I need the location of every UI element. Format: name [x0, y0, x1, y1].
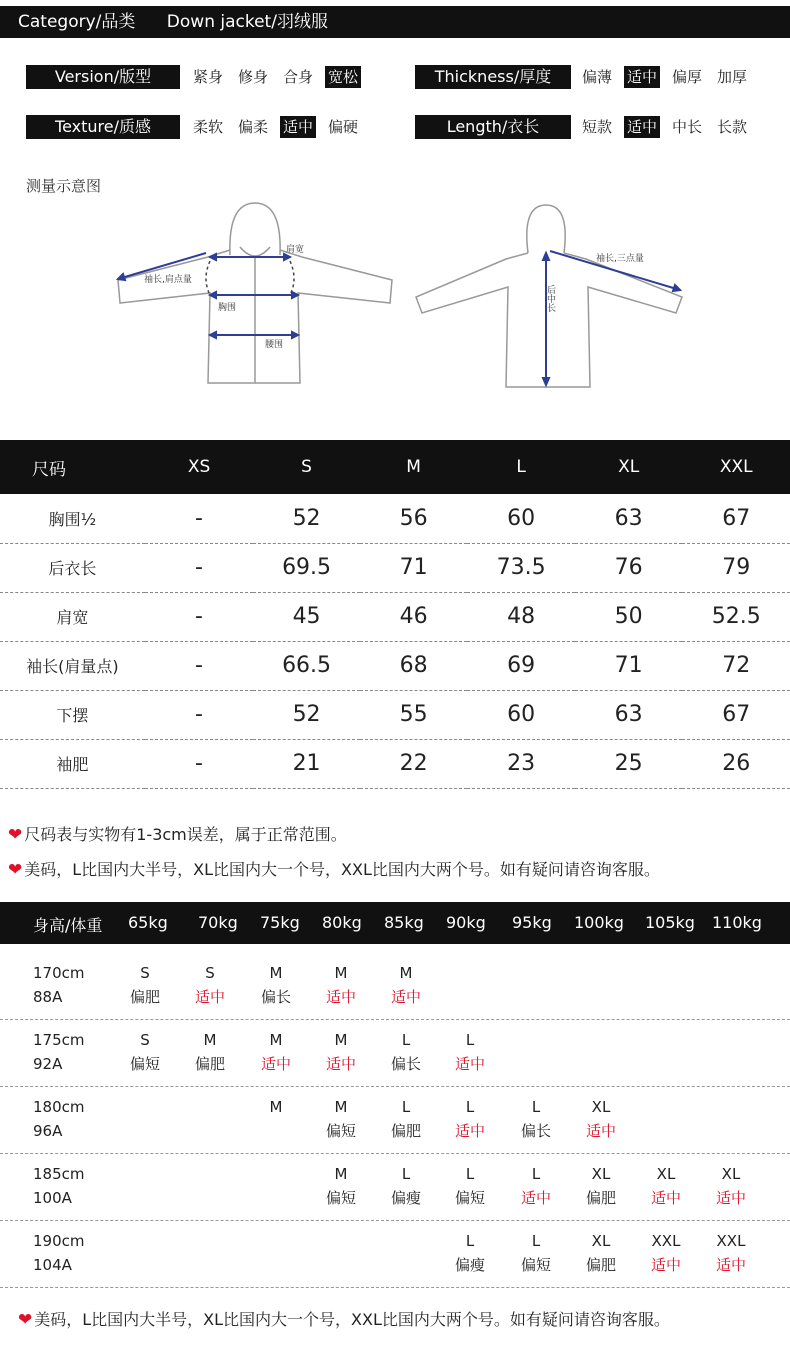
size-table-header: [0, 440, 790, 494]
recommended-size: M: [334, 1098, 348, 1116]
fit-note: 适中: [454, 1055, 485, 1073]
fit-note: 偏瘦: [454, 1256, 485, 1274]
option-selected: 适中: [624, 116, 660, 138]
option: 加厚: [717, 68, 748, 86]
recommend-cell: [445, 1095, 495, 1143]
cell: 26: [682, 739, 790, 788]
height-value: 180cm: [33, 1098, 85, 1116]
recommended-size: S: [140, 1031, 150, 1049]
weight-header: 80kg: [322, 913, 362, 932]
cell: 50: [575, 592, 683, 641]
recommend-cell: [445, 1162, 495, 1210]
option: 修身: [238, 68, 269, 86]
option: 长款: [717, 118, 748, 136]
recommend-cell: [251, 1095, 301, 1119]
header-cell: XL: [575, 440, 683, 494]
recommended-size: S: [140, 964, 150, 982]
fit-note: 偏肥: [129, 988, 160, 1006]
cell: 71: [575, 641, 683, 690]
body-code: 88A: [33, 988, 63, 1006]
fit-note: 偏长: [260, 988, 291, 1006]
recommended-size: M: [269, 1031, 283, 1049]
weight-header: 70kg: [198, 913, 238, 932]
cell: -: [145, 543, 254, 592]
option-selected: 适中: [280, 116, 316, 138]
fit-note: 偏短: [129, 1055, 160, 1073]
option: 柔软: [193, 118, 224, 136]
fit-note: 偏瘦: [390, 1189, 421, 1207]
header-cell: XS: [145, 440, 254, 494]
recommend-cell: [641, 1162, 691, 1210]
recommend-cell: [706, 1229, 756, 1277]
fit-note: 适中: [585, 1122, 616, 1140]
table-row: [0, 592, 790, 641]
jacket-back-diagram: [410, 195, 700, 395]
texture-options: [190, 116, 370, 138]
cell: 46: [360, 592, 468, 641]
fit-note: 偏肥: [390, 1122, 421, 1140]
cell: 60: [467, 494, 575, 543]
recommended-size: M: [203, 1031, 217, 1049]
back-length-label: 后中长: [545, 285, 555, 312]
header-cell: M: [360, 440, 468, 494]
heart-icon: ❤: [18, 1310, 33, 1330]
row-label: 下摆: [0, 690, 145, 739]
option: 合身: [283, 68, 314, 86]
height-value: 190cm: [33, 1232, 85, 1250]
weight-header: 95kg: [512, 913, 552, 932]
recommend-cell: [316, 1028, 366, 1076]
note-text: 美码，L比国内大半号，XL比国内大一个号，XXL比国内大两个号。如有疑问请咨询客服。: [24, 860, 660, 879]
cell: 76: [575, 543, 683, 592]
option: 中长: [672, 118, 703, 136]
length-label: Length/衣长: [415, 115, 571, 139]
recommend-cell: [706, 1162, 756, 1210]
table-row: [0, 543, 790, 592]
cell: 69.5: [253, 543, 360, 592]
height-value: 185cm: [33, 1165, 85, 1183]
recommended-size: L: [465, 1098, 475, 1116]
height-weight-code: [33, 1229, 85, 1277]
cell: -: [145, 494, 254, 543]
cell: 71: [360, 543, 468, 592]
recommend-cell: [120, 1028, 170, 1076]
option-selected: 适中: [624, 66, 660, 88]
jacket-front-diagram: [110, 195, 400, 395]
fit-note: 偏肥: [585, 1256, 616, 1274]
cell: 45: [253, 592, 360, 641]
height-weight-code: [33, 1162, 85, 1210]
cell: 52: [253, 690, 360, 739]
height-value: 175cm: [33, 1031, 85, 1049]
recommended-size: XXL: [716, 1232, 746, 1250]
weight-header: 110kg: [712, 913, 762, 932]
option-selected: 宽松: [325, 66, 361, 88]
category-value: Down jacket/羽绒服: [166, 12, 328, 32]
back-sleeve-label: 袖长,三点量: [596, 254, 644, 264]
recommend-cell: [381, 1028, 431, 1076]
sleeve-label: 袖长,肩点量: [144, 275, 192, 285]
fit-note: 适中: [520, 1189, 551, 1207]
option: 短款: [582, 118, 613, 136]
recommend-cell: [316, 1095, 366, 1143]
texture-label: Texture/质感: [26, 115, 180, 139]
fit-note: 偏肥: [194, 1055, 225, 1073]
category-bar: [0, 6, 790, 38]
recommend-cell: [641, 1229, 691, 1277]
recommend-header: [0, 902, 790, 944]
fit-note: 适中: [454, 1122, 485, 1140]
fit-note: 偏肥: [585, 1189, 616, 1207]
row-label: 胸围½: [0, 494, 145, 543]
cell: 52: [253, 494, 360, 543]
waist-label: 腰围: [265, 340, 284, 350]
cell: 63: [575, 494, 683, 543]
recommended-size: L: [401, 1098, 411, 1116]
recommend-cell: [381, 1162, 431, 1210]
cell: -: [145, 690, 254, 739]
recommended-size: XL: [591, 1098, 611, 1116]
recommend-row: [0, 1087, 790, 1154]
recommend-row: [0, 1154, 790, 1221]
recommend-cell: [381, 1095, 431, 1143]
body-code: 104A: [33, 1256, 72, 1274]
body-code: 92A: [33, 1055, 63, 1073]
fit-note: 适中: [715, 1189, 746, 1207]
option: 偏厚: [672, 68, 703, 86]
fit-note: 偏短: [520, 1256, 551, 1274]
fit-note: 适中: [260, 1055, 291, 1073]
table-row: [0, 739, 790, 788]
fit-note: 偏短: [454, 1189, 485, 1207]
heart-icon: ❤: [8, 860, 23, 880]
recommended-size: XXL: [651, 1232, 681, 1250]
note-us-sizing: [8, 857, 660, 880]
cell: 22: [360, 739, 468, 788]
version-options: [190, 66, 370, 88]
recommend-cell: [185, 961, 235, 1009]
cell: 67: [682, 494, 790, 543]
recommend-cell: [251, 1028, 301, 1076]
option: 偏薄: [582, 68, 613, 86]
cell: 69: [467, 641, 575, 690]
cell: -: [145, 739, 254, 788]
option: 偏硬: [328, 118, 359, 136]
thickness-options: [579, 66, 759, 88]
fit-note: 偏长: [520, 1122, 551, 1140]
cell: 25: [575, 739, 683, 788]
recommend-row: [0, 953, 790, 1020]
recommended-size: L: [401, 1031, 411, 1049]
recommend-cell: [511, 1229, 561, 1277]
recommend-cell: [120, 961, 170, 1009]
cell: 55: [360, 690, 468, 739]
option: 偏柔: [238, 118, 269, 136]
weight-header: 85kg: [384, 913, 424, 932]
cell: 79: [682, 543, 790, 592]
header-cell: S: [253, 440, 360, 494]
row-label: 袖长(肩量点): [0, 641, 145, 690]
recommended-size: M: [399, 964, 413, 982]
table-row: [0, 690, 790, 739]
recommended-size: L: [465, 1165, 475, 1183]
fit-note: 适中: [650, 1256, 681, 1274]
heart-icon: ❤: [8, 825, 23, 845]
cell: 73.5: [467, 543, 575, 592]
recommended-size: XL: [591, 1165, 611, 1183]
cell: 56: [360, 494, 468, 543]
recommended-size: L: [531, 1232, 541, 1250]
table-row: [0, 494, 790, 543]
chest-label: 胸围: [218, 303, 237, 313]
recommend-cell: [316, 961, 366, 1009]
recommend-cell: [511, 1162, 561, 1210]
height-value: 170cm: [33, 964, 85, 982]
note-text: 美码，L比国内大半号，XL比国内大一个号，XXL比国内大两个号。如有疑问请咨询客服。: [34, 1310, 670, 1329]
fit-note: 适中: [325, 1055, 356, 1073]
cell: 48: [467, 592, 575, 641]
recommended-size: M: [334, 1031, 348, 1049]
recommended-size: XL: [591, 1232, 611, 1250]
recommended-size: L: [531, 1165, 541, 1183]
fit-note: 偏长: [390, 1055, 421, 1073]
fit-note: 偏短: [325, 1122, 356, 1140]
weight-header: 100kg: [574, 913, 624, 932]
recommend-cell: [445, 1028, 495, 1076]
recommend-cell: [511, 1095, 561, 1143]
fit-note: 偏短: [325, 1189, 356, 1207]
row-label: 肩宽: [0, 592, 145, 641]
weight-header: 65kg: [128, 913, 168, 932]
cell: 63: [575, 690, 683, 739]
fit-note: 适中: [715, 1256, 746, 1274]
body-code: 100A: [33, 1189, 72, 1207]
option: 紧身: [193, 68, 224, 86]
recommend-cell: [185, 1028, 235, 1076]
fit-note: 适中: [194, 988, 225, 1006]
recommended-size: XL: [721, 1165, 741, 1183]
cell: 68: [360, 641, 468, 690]
cell: -: [145, 641, 254, 690]
recommend-row: [0, 1221, 790, 1288]
cell: 72: [682, 641, 790, 690]
footer-note: [18, 1307, 670, 1330]
length-options: [579, 116, 759, 138]
body-code: 96A: [33, 1122, 63, 1140]
row-label: 袖肥: [0, 739, 145, 788]
recommend-cell: [381, 961, 431, 1009]
cell: -: [145, 592, 254, 641]
cell: 52.5: [682, 592, 790, 641]
recommended-size: M: [334, 964, 348, 982]
recommended-size: M: [269, 1098, 283, 1116]
recommend-cell: [251, 961, 301, 1009]
header-cell: XXL: [682, 440, 790, 494]
recommend-cell: [316, 1162, 366, 1210]
fit-note: 适中: [325, 988, 356, 1006]
recommended-size: L: [401, 1165, 411, 1183]
recommend-cell: [445, 1229, 495, 1277]
recommended-size: L: [531, 1098, 541, 1116]
note-text: 尺码表与实物有1-3cm误差，属于正常范围。: [24, 825, 347, 844]
weight-header: 75kg: [260, 913, 300, 932]
height-weight-code: [33, 1028, 85, 1076]
header-cell: L: [467, 440, 575, 494]
thickness-label: Thickness/厚度: [415, 65, 571, 89]
fit-note: 适中: [390, 988, 421, 1006]
header-cell: 尺码: [0, 440, 145, 494]
recommended-size: M: [334, 1165, 348, 1183]
table-row: [0, 641, 790, 690]
category-label: Category/品类: [18, 12, 136, 32]
cell: 60: [467, 690, 575, 739]
cell: 21: [253, 739, 360, 788]
fit-note: 适中: [650, 1189, 681, 1207]
version-label: Version/版型: [26, 65, 180, 89]
recommended-size: L: [465, 1031, 475, 1049]
recommended-size: XL: [656, 1165, 676, 1183]
measure-title: 测量示意图: [26, 177, 102, 195]
weight-header: 90kg: [446, 913, 486, 932]
height-weight-code: [33, 1095, 85, 1143]
cell: 23: [467, 739, 575, 788]
recommended-size: L: [465, 1232, 475, 1250]
recommend-row: [0, 1020, 790, 1087]
note-tolerance: [8, 822, 347, 845]
recommended-size: S: [205, 964, 215, 982]
height-weight-code: [33, 961, 85, 1009]
recommended-size: M: [269, 964, 283, 982]
size-table: [0, 440, 790, 789]
shoulder-label: 肩宽: [286, 245, 305, 255]
recommend-cell: [576, 1229, 626, 1277]
recommend-head-label: 身高/体重: [33, 916, 103, 935]
cell: 67: [682, 690, 790, 739]
row-label: 后衣长: [0, 543, 145, 592]
recommend-cell: [576, 1095, 626, 1143]
weight-header: 105kg: [645, 913, 695, 932]
recommend-cell: [576, 1162, 626, 1210]
cell: 66.5: [253, 641, 360, 690]
